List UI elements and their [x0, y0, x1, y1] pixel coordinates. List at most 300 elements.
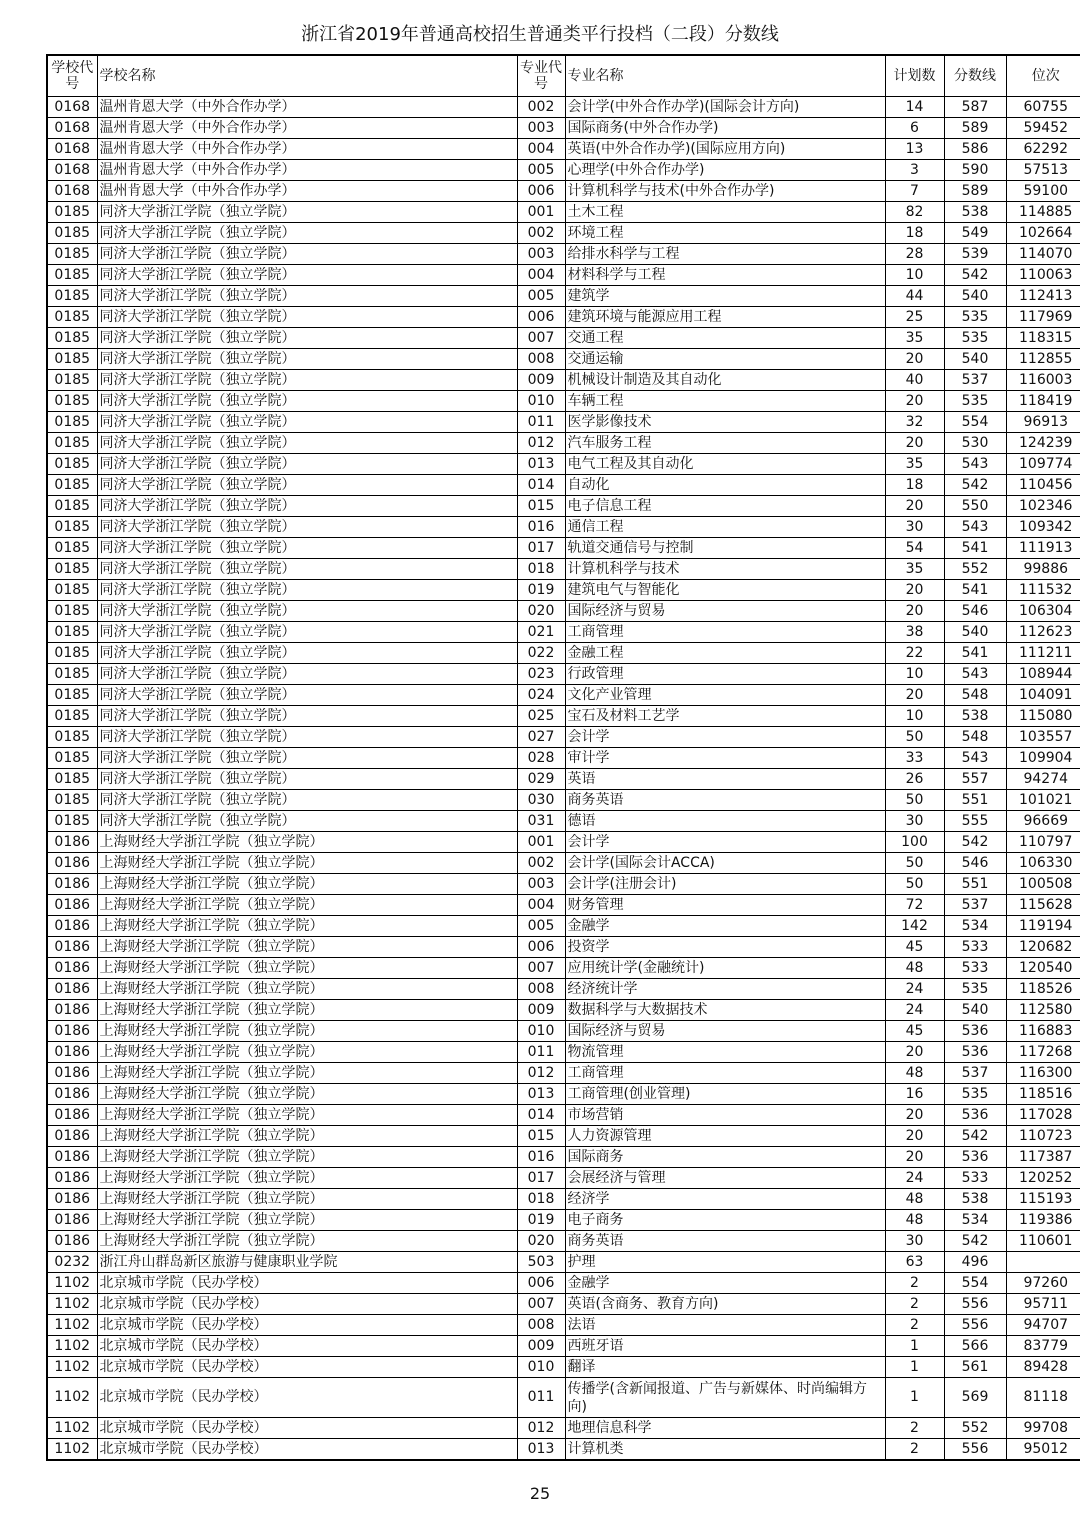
- cell-score: 557: [944, 769, 1006, 790]
- cell-school-name: 同济大学浙江学院（独立学院）: [97, 748, 517, 769]
- table-row: [47, 1231, 1080, 1252]
- cell-rank: 110456: [1006, 475, 1080, 496]
- cell-plan: 2: [885, 1439, 944, 1461]
- cell-school-code: 0185: [47, 202, 97, 223]
- table-row: [47, 538, 1080, 559]
- cell-school-name: 同济大学浙江学院（独立学院）: [97, 727, 517, 748]
- cell-score: 542: [944, 1126, 1006, 1147]
- table-row: [47, 1021, 1080, 1042]
- cell-plan: 2: [885, 1294, 944, 1315]
- table-row: [47, 223, 1080, 244]
- cell-major-name: 计算机科学与技术(中外合作办学): [565, 181, 885, 202]
- cell-major-name: 会展经济与管理: [565, 1168, 885, 1189]
- cell-school-code: 0186: [47, 1210, 97, 1231]
- cell-plan: 20: [885, 496, 944, 517]
- cell-major-code: 023: [517, 664, 565, 685]
- cell-rank: 83779: [1006, 1336, 1080, 1357]
- cell-school-code: 1102: [47, 1315, 97, 1336]
- cell-major-name: 金融工程: [565, 643, 885, 664]
- cell-score: 538: [944, 1189, 1006, 1210]
- cell-score: 540: [944, 1000, 1006, 1021]
- cell-score: 536: [944, 1105, 1006, 1126]
- cell-major-name: 传播学(含新闻报道、广告与新媒体、时尚编辑方向): [565, 1378, 885, 1418]
- table-row: [47, 1042, 1080, 1063]
- cell-school-name: 同济大学浙江学院（独立学院）: [97, 643, 517, 664]
- cell-major-code: 503: [517, 1252, 565, 1273]
- cell-plan: 10: [885, 265, 944, 286]
- cell-rank: 115080: [1006, 706, 1080, 727]
- cell-major-name: 市场营销: [565, 1105, 885, 1126]
- cell-school-code: 0185: [47, 391, 97, 412]
- cell-major-name: 会计学: [565, 727, 885, 748]
- cell-score: 569: [944, 1378, 1006, 1418]
- page-number: 25: [529, 1484, 551, 1503]
- cell-major-name: 数据科学与大数据技术: [565, 1000, 885, 1021]
- cell-school-code: 0185: [47, 811, 97, 832]
- cell-major-name: 会计学(国际会计ACCA): [565, 853, 885, 874]
- cell-school-code: 0185: [47, 769, 97, 790]
- cell-major-name: 通信工程: [565, 517, 885, 538]
- table-row: [47, 1147, 1080, 1168]
- cell-school-name: 北京城市学院（民办学校）: [97, 1315, 517, 1336]
- cell-score: 589: [944, 118, 1006, 139]
- cell-rank: 116003: [1006, 370, 1080, 391]
- cell-rank: 110601: [1006, 1231, 1080, 1252]
- cell-score: 540: [944, 349, 1006, 370]
- cell-major-name: 文化产业管理: [565, 685, 885, 706]
- cell-major-code: 011: [517, 1042, 565, 1063]
- cell-school-name: 同济大学浙江学院（独立学院）: [97, 349, 517, 370]
- cell-score: 556: [944, 1294, 1006, 1315]
- cell-school-name: 上海财经大学浙江学院（独立学院）: [97, 1168, 517, 1189]
- table-row: [47, 181, 1080, 202]
- cell-plan: 28: [885, 244, 944, 265]
- cell-major-code: 004: [517, 139, 565, 160]
- table-row: [47, 349, 1080, 370]
- cell-plan: 13: [885, 139, 944, 160]
- cell-school-name: 同济大学浙江学院（独立学院）: [97, 412, 517, 433]
- cell-major-name: 英语(含商务、教育方向): [565, 1294, 885, 1315]
- cell-plan: 35: [885, 454, 944, 475]
- cell-plan: 35: [885, 328, 944, 349]
- cell-school-name: 同济大学浙江学院（独立学院）: [97, 307, 517, 328]
- cell-school-code: 0185: [47, 790, 97, 811]
- header-plan: 计划数: [885, 55, 944, 97]
- cell-plan: 44: [885, 286, 944, 307]
- cell-rank: 118516: [1006, 1084, 1080, 1105]
- cell-school-name: 同济大学浙江学院（独立学院）: [97, 433, 517, 454]
- cell-major-name: 国际经济与贸易: [565, 1021, 885, 1042]
- cell-major-name: 英语(中外合作办学)(国际应用方向): [565, 139, 885, 160]
- cell-major-code: 012: [517, 1063, 565, 1084]
- cell-plan: 32: [885, 412, 944, 433]
- cell-rank: 120252: [1006, 1168, 1080, 1189]
- cell-score: 533: [944, 937, 1006, 958]
- cell-rank: 111913: [1006, 538, 1080, 559]
- cell-major-code: 014: [517, 1105, 565, 1126]
- cell-major-code: 009: [517, 1336, 565, 1357]
- cell-school-code: 0185: [47, 748, 97, 769]
- cell-school-name: 温州肯恩大学（中外合作办学）: [97, 160, 517, 181]
- cell-major-code: 009: [517, 1000, 565, 1021]
- cell-rank: 112855: [1006, 349, 1080, 370]
- cell-plan: 24: [885, 1000, 944, 1021]
- cell-score: 549: [944, 223, 1006, 244]
- cell-school-code: 0232: [47, 1252, 97, 1273]
- cell-school-name: 同济大学浙江学院（独立学院）: [97, 517, 517, 538]
- cell-major-code: 001: [517, 202, 565, 223]
- cell-major-code: 002: [517, 853, 565, 874]
- cell-score: 543: [944, 748, 1006, 769]
- cell-score: 550: [944, 496, 1006, 517]
- cell-plan: 2: [885, 1315, 944, 1336]
- table-row: [47, 454, 1080, 475]
- table-row: [47, 958, 1080, 979]
- cell-score: 546: [944, 853, 1006, 874]
- cell-school-code: 0186: [47, 832, 97, 853]
- table-row: [47, 664, 1080, 685]
- cell-major-name: 法语: [565, 1315, 885, 1336]
- cell-major-name: 国际商务(中外合作办学): [565, 118, 885, 139]
- cell-major-name: 电子商务: [565, 1210, 885, 1231]
- cell-major-code: 003: [517, 118, 565, 139]
- cell-major-name: 电气工程及其自动化: [565, 454, 885, 475]
- cell-school-name: 上海财经大学浙江学院（独立学院）: [97, 958, 517, 979]
- table-row: [47, 580, 1080, 601]
- cell-plan: 20: [885, 601, 944, 622]
- cell-major-name: 财务管理: [565, 895, 885, 916]
- cell-school-name: 同济大学浙江学院（独立学院）: [97, 286, 517, 307]
- cell-school-name: 上海财经大学浙江学院（独立学院）: [97, 916, 517, 937]
- cell-score: 538: [944, 706, 1006, 727]
- cell-school-name: 上海财经大学浙江学院（独立学院）: [97, 1189, 517, 1210]
- cell-score: 552: [944, 1418, 1006, 1439]
- table-row: [47, 853, 1080, 874]
- cell-score: 541: [944, 643, 1006, 664]
- cell-school-name: 上海财经大学浙江学院（独立学院）: [97, 937, 517, 958]
- cell-major-name: 电子信息工程: [565, 496, 885, 517]
- cell-plan: 48: [885, 1189, 944, 1210]
- cell-major-name: 经济学: [565, 1189, 885, 1210]
- cell-school-name: 同济大学浙江学院（独立学院）: [97, 454, 517, 475]
- header-major-code: 专业代号: [517, 55, 565, 97]
- table-row: [47, 601, 1080, 622]
- cell-school-code: 0185: [47, 685, 97, 706]
- cell-rank: 116883: [1006, 1021, 1080, 1042]
- cell-rank: 59100: [1006, 181, 1080, 202]
- cell-school-code: 0186: [47, 1084, 97, 1105]
- cell-rank: 117268: [1006, 1042, 1080, 1063]
- cell-major-name: 会计学(注册会计): [565, 874, 885, 895]
- cell-score: 496: [944, 1252, 1006, 1273]
- table-row: [47, 790, 1080, 811]
- cell-school-name: 同济大学浙江学院（独立学院）: [97, 202, 517, 223]
- cell-major-name: 机械设计制造及其自动化: [565, 370, 885, 391]
- cell-plan: 20: [885, 391, 944, 412]
- cell-school-code: 0185: [47, 622, 97, 643]
- table-row: [47, 1273, 1080, 1294]
- cell-major-code: 008: [517, 349, 565, 370]
- table-row: [47, 874, 1080, 895]
- cell-major-code: 016: [517, 517, 565, 538]
- cell-school-name: 同济大学浙江学院（独立学院）: [97, 601, 517, 622]
- cell-school-name: 同济大学浙江学院（独立学院）: [97, 391, 517, 412]
- table-row: [47, 160, 1080, 181]
- cell-rank: 115628: [1006, 895, 1080, 916]
- cell-plan: 100: [885, 832, 944, 853]
- cell-score: 535: [944, 328, 1006, 349]
- cell-score: 555: [944, 811, 1006, 832]
- cell-major-code: 013: [517, 454, 565, 475]
- cell-major-name: 宝石及材料工艺学: [565, 706, 885, 727]
- cell-major-code: 009: [517, 370, 565, 391]
- cell-major-code: 006: [517, 307, 565, 328]
- cell-plan: 16: [885, 1084, 944, 1105]
- cell-score: 590: [944, 160, 1006, 181]
- cell-rank: 95012: [1006, 1439, 1080, 1461]
- cell-major-name: 计算机类: [565, 1439, 885, 1461]
- cell-school-name: 北京城市学院（民办学校）: [97, 1273, 517, 1294]
- cell-school-code: 0186: [47, 895, 97, 916]
- cell-rank: 118315: [1006, 328, 1080, 349]
- table-row: [47, 559, 1080, 580]
- cell-major-code: 007: [517, 1294, 565, 1315]
- cell-school-name: 上海财经大学浙江学院（独立学院）: [97, 1231, 517, 1252]
- cell-plan: 63: [885, 1252, 944, 1273]
- cell-score: 542: [944, 1231, 1006, 1252]
- cell-major-code: 019: [517, 1210, 565, 1231]
- cell-school-name: 浙江舟山群岛新区旅游与健康职业学院: [97, 1252, 517, 1273]
- header-score: 分数线: [944, 55, 1006, 97]
- cell-major-code: 007: [517, 958, 565, 979]
- table-row: [47, 97, 1080, 118]
- cell-major-code: 005: [517, 916, 565, 937]
- cell-major-code: 020: [517, 1231, 565, 1252]
- cell-score: 536: [944, 1147, 1006, 1168]
- cell-score: 534: [944, 1210, 1006, 1231]
- cell-major-name: 护理: [565, 1252, 885, 1273]
- cell-plan: 20: [885, 349, 944, 370]
- cell-plan: 30: [885, 1231, 944, 1252]
- cell-major-name: 轨道交通信号与控制: [565, 538, 885, 559]
- cell-school-name: 上海财经大学浙江学院（独立学院）: [97, 1084, 517, 1105]
- cell-plan: 20: [885, 1042, 944, 1063]
- table-row: [47, 265, 1080, 286]
- cell-school-name: 温州肯恩大学（中外合作办学）: [97, 97, 517, 118]
- cell-score: 542: [944, 475, 1006, 496]
- cell-school-name: 上海财经大学浙江学院（独立学院）: [97, 1147, 517, 1168]
- cell-rank: 62292: [1006, 139, 1080, 160]
- cell-major-name: 环境工程: [565, 223, 885, 244]
- cell-major-code: 005: [517, 286, 565, 307]
- cell-school-name: 北京城市学院（民办学校）: [97, 1378, 517, 1418]
- cell-school-code: 0186: [47, 1063, 97, 1084]
- cell-rank: 94707: [1006, 1315, 1080, 1336]
- cell-school-name: 北京城市学院（民办学校）: [97, 1336, 517, 1357]
- cell-school-name: 温州肯恩大学（中外合作办学）: [97, 118, 517, 139]
- cell-score: 540: [944, 622, 1006, 643]
- cell-score: 537: [944, 370, 1006, 391]
- cell-school-code: 1102: [47, 1439, 97, 1461]
- cell-rank: 118419: [1006, 391, 1080, 412]
- table-row: [47, 307, 1080, 328]
- cell-plan: 1: [885, 1336, 944, 1357]
- cell-school-name: 同济大学浙江学院（独立学院）: [97, 370, 517, 391]
- cell-school-code: 0185: [47, 580, 97, 601]
- cell-major-name: 英语: [565, 769, 885, 790]
- cell-plan: 20: [885, 685, 944, 706]
- cell-rank: 112580: [1006, 1000, 1080, 1021]
- cell-major-code: 022: [517, 643, 565, 664]
- cell-major-code: 004: [517, 895, 565, 916]
- cell-score: 539: [944, 244, 1006, 265]
- cell-plan: 45: [885, 937, 944, 958]
- cell-rank: 112413: [1006, 286, 1080, 307]
- cell-score: 551: [944, 790, 1006, 811]
- cell-plan: 48: [885, 958, 944, 979]
- cell-major-code: 008: [517, 1315, 565, 1336]
- cell-rank: 106304: [1006, 601, 1080, 622]
- cell-rank: 114885: [1006, 202, 1080, 223]
- cell-major-code: 017: [517, 538, 565, 559]
- cell-major-code: 001: [517, 832, 565, 853]
- cell-score: 554: [944, 412, 1006, 433]
- cell-score: 589: [944, 181, 1006, 202]
- cell-major-name: 翻译: [565, 1357, 885, 1378]
- table-row: [47, 685, 1080, 706]
- cell-major-name: 金融学: [565, 1273, 885, 1294]
- cell-rank: 124239: [1006, 433, 1080, 454]
- cell-school-code: 0185: [47, 307, 97, 328]
- cell-plan: 1: [885, 1357, 944, 1378]
- cell-school-name: 同济大学浙江学院（独立学院）: [97, 244, 517, 265]
- cell-school-code: 0185: [47, 643, 97, 664]
- table-row: [47, 370, 1080, 391]
- cell-school-code: 0185: [47, 328, 97, 349]
- cell-plan: 18: [885, 475, 944, 496]
- cell-school-code: 0185: [47, 244, 97, 265]
- cell-rank: 111211: [1006, 643, 1080, 664]
- cell-school-name: 北京城市学院（民办学校）: [97, 1357, 517, 1378]
- header-row: [47, 55, 1080, 97]
- cell-major-name: 医学影像技术: [565, 412, 885, 433]
- cell-school-name: 同济大学浙江学院（独立学院）: [97, 475, 517, 496]
- cell-school-code: 0185: [47, 601, 97, 622]
- cell-major-code: 013: [517, 1439, 565, 1461]
- cell-school-code: 0185: [47, 349, 97, 370]
- cell-school-name: 同济大学浙江学院（独立学院）: [97, 811, 517, 832]
- cell-major-code: 004: [517, 265, 565, 286]
- cell-major-code: 012: [517, 433, 565, 454]
- cell-rank: 120682: [1006, 937, 1080, 958]
- cell-rank: 108944: [1006, 664, 1080, 685]
- cell-major-name: 审计学: [565, 748, 885, 769]
- cell-major-code: 006: [517, 937, 565, 958]
- cell-plan: 10: [885, 706, 944, 727]
- cell-major-code: 002: [517, 97, 565, 118]
- cell-score: 566: [944, 1336, 1006, 1357]
- cell-plan: 18: [885, 223, 944, 244]
- header-school-name: 学校名称: [97, 55, 517, 97]
- cell-score: 538: [944, 202, 1006, 223]
- cell-major-code: 003: [517, 244, 565, 265]
- cell-school-code: 0186: [47, 1105, 97, 1126]
- cell-plan: 40: [885, 370, 944, 391]
- cell-plan: 48: [885, 1210, 944, 1231]
- cell-plan: 48: [885, 1063, 944, 1084]
- table-row: [47, 202, 1080, 223]
- cell-major-code: 018: [517, 559, 565, 580]
- cell-rank: 120540: [1006, 958, 1080, 979]
- cell-score: 586: [944, 139, 1006, 160]
- table-row: [47, 1378, 1080, 1418]
- cell-school-name: 同济大学浙江学院（独立学院）: [97, 622, 517, 643]
- cell-major-code: 010: [517, 1357, 565, 1378]
- cell-rank: 114070: [1006, 244, 1080, 265]
- table-row: [47, 916, 1080, 937]
- cell-plan: 24: [885, 979, 944, 1000]
- cell-school-code: 1102: [47, 1336, 97, 1357]
- cell-school-code: 0186: [47, 979, 97, 1000]
- table-row: [47, 286, 1080, 307]
- table-row: [47, 769, 1080, 790]
- cell-score: 542: [944, 832, 1006, 853]
- cell-school-code: 0186: [47, 1126, 97, 1147]
- cell-rank: 119194: [1006, 916, 1080, 937]
- cell-plan: 50: [885, 727, 944, 748]
- cell-rank: 104091: [1006, 685, 1080, 706]
- cell-school-name: 北京城市学院（民办学校）: [97, 1294, 517, 1315]
- cell-school-name: 同济大学浙江学院（独立学院）: [97, 664, 517, 685]
- cell-school-name: 上海财经大学浙江学院（独立学院）: [97, 895, 517, 916]
- cell-major-code: 025: [517, 706, 565, 727]
- cell-rank: 102664: [1006, 223, 1080, 244]
- cell-rank: 115193: [1006, 1189, 1080, 1210]
- cell-major-code: 011: [517, 1378, 565, 1418]
- cell-school-code: 0186: [47, 874, 97, 895]
- cell-school-name: 温州肯恩大学（中外合作办学）: [97, 139, 517, 160]
- cell-score: 543: [944, 454, 1006, 475]
- score-table: [46, 54, 1080, 1461]
- cell-rank: [1006, 1252, 1080, 1273]
- cell-school-code: 0185: [47, 286, 97, 307]
- cell-rank: 94274: [1006, 769, 1080, 790]
- cell-major-name: 地理信息科学: [565, 1418, 885, 1439]
- cell-major-name: 国际商务: [565, 1147, 885, 1168]
- cell-major-code: 016: [517, 1147, 565, 1168]
- cell-rank: 111532: [1006, 580, 1080, 601]
- cell-major-name: 国际经济与贸易: [565, 601, 885, 622]
- cell-plan: 30: [885, 811, 944, 832]
- cell-major-name: 会计学(中外合作办学)(国际会计方向): [565, 97, 885, 118]
- cell-major-code: 003: [517, 874, 565, 895]
- table-row: [47, 1168, 1080, 1189]
- cell-score: 540: [944, 286, 1006, 307]
- cell-school-code: 0185: [47, 517, 97, 538]
- cell-major-code: 010: [517, 1021, 565, 1042]
- cell-school-code: 0185: [47, 370, 97, 391]
- cell-score: 556: [944, 1315, 1006, 1336]
- cell-school-code: 0168: [47, 139, 97, 160]
- cell-major-name: 交通工程: [565, 328, 885, 349]
- cell-plan: 2: [885, 1273, 944, 1294]
- cell-major-name: 建筑环境与能源应用工程: [565, 307, 885, 328]
- cell-school-name: 上海财经大学浙江学院（独立学院）: [97, 979, 517, 1000]
- cell-score: 587: [944, 97, 1006, 118]
- cell-rank: 106330: [1006, 853, 1080, 874]
- cell-plan: 54: [885, 538, 944, 559]
- cell-plan: 6: [885, 118, 944, 139]
